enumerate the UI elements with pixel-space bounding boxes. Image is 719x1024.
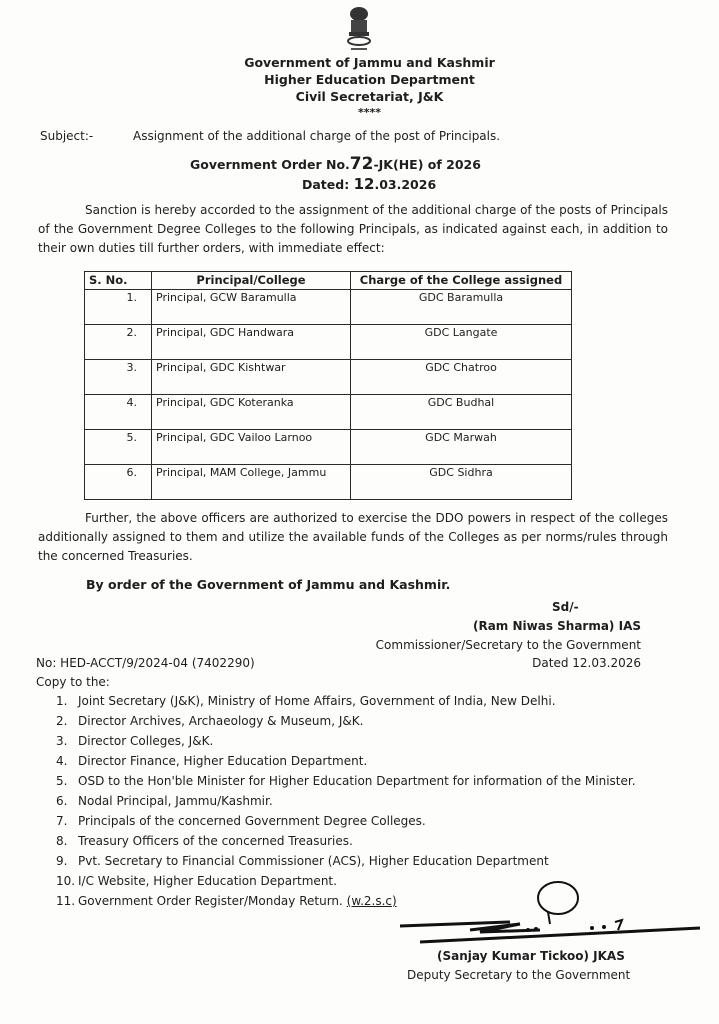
cell-sno: 5. [85, 430, 152, 465]
list-text: Director Finance, Higher Education Department. [78, 754, 368, 768]
cell-principal: Principal, MAM College, Jammu [152, 465, 351, 500]
list-number: 7. [56, 814, 68, 828]
wsc-note: (w.2.s.c) [346, 894, 397, 908]
list-number: 1. [56, 694, 68, 708]
cell-sno: 4. [85, 395, 152, 430]
list-text: Joint Secretary (J&K), Ministry of Home Affairs, Government of India, New Delhi. [78, 694, 556, 708]
cell-principal: Principal, GDC Kishtwar [152, 360, 351, 395]
list-item [56, 851, 676, 871]
cell-charge: GDC Langate [351, 325, 572, 360]
cell-charge: GDC Marwah [351, 430, 572, 465]
header-charge: Charge of the College assigned [351, 272, 572, 290]
reference-number: No: HED-ACCT/9/2024-04 (7402290) [36, 656, 255, 670]
list-item [56, 711, 676, 731]
cell-sno: 6. [85, 465, 152, 500]
header-sno: S. No. [85, 272, 152, 290]
copy-to-label: Copy to the: [36, 675, 110, 689]
order-number [190, 154, 481, 174]
list-text: Principals of the concerned Government Degree Colleges. [78, 814, 426, 828]
list-number: 11. [56, 894, 76, 908]
list-item [56, 831, 676, 851]
header-principal: Principal/College [152, 272, 351, 290]
cell-charge: GDC Budhal [351, 395, 572, 430]
table-row [85, 430, 572, 465]
subject-label: Subject:- [40, 129, 94, 143]
header-separator: **** [357, 106, 381, 119]
list-item [56, 791, 676, 811]
cell-charge: GDC Chatroo [351, 360, 572, 395]
signatory-name: (Ram Niwas Sharma) IAS [472, 619, 641, 633]
dated-label: Dated: [302, 177, 350, 192]
cell-principal: Principal, GCW Baramulla [152, 290, 351, 325]
list-item [56, 771, 676, 791]
cell-principal: Principal, GDC Handwara [152, 325, 351, 360]
list-text: Director Archives, Archaeology & Museum, J&K. [78, 714, 364, 728]
subject-text: Assignment of the additional charge of the post of Principals. [133, 129, 501, 143]
sanction-paragraph: Sanction is hereby accorded to the assignment of the additional charge of the posts of Principals of the Government Degree Colleges to the following Principals, as indicated against each, in addition to their own duties till further orders, with immediate effect: [38, 203, 668, 255]
signature-icon [400, 880, 719, 960]
list-item [56, 731, 676, 751]
cell-charge: GDC Baramulla [351, 290, 572, 325]
list-item [56, 691, 676, 711]
by-order-line: By order of the Government of Jammu and Kashmir. [86, 577, 451, 592]
deputy-secretary-name: (Sanjay Kumar Tickoo) JKAS [437, 949, 625, 963]
cell-sno: 3. [85, 360, 152, 395]
table-row [85, 360, 572, 395]
list-number: 4. [56, 754, 68, 768]
deputy-secretary-designation: Deputy Secretary to the Government [407, 968, 631, 982]
order-prefix: Government Order No. [190, 157, 350, 172]
header-government: Government of Jammu and Kashmir [244, 55, 495, 70]
table-row [85, 395, 572, 430]
list-text: I/C Website, Higher Education Department. [78, 874, 337, 888]
assignment-table [84, 271, 572, 500]
list-text: Pvt. Secretary to Financial Commissioner (ACS), Higher Education Department [78, 854, 549, 868]
ddo-powers-paragraph: Further, the above officers are authorized to exercise the DDO powers in respect of the colleges additionally assigned to them and utilize the available funds of the Colleges as per norms/rules through the concerned Treasuries. [38, 511, 668, 563]
cell-principal: Principal, GDC Vailoo Larnoo [152, 430, 351, 465]
list-number: 3. [56, 734, 68, 748]
table-row [85, 325, 572, 360]
list-text: Nodal Principal, Jammu/Kashmir. [78, 794, 273, 808]
table-header-row [85, 272, 572, 290]
dated-day-handwritten: 12 [353, 175, 375, 193]
list-text: OSD to the Hon'ble Minister for Higher Education Department for information of the Minister. [78, 774, 636, 788]
dated-rest: .03.2026 [374, 177, 437, 192]
header-secretariat: Civil Secretariat, J&K [295, 89, 444, 104]
cell-charge: GDC Sidhra [351, 465, 572, 500]
list-text: Director Colleges, J&K. [78, 734, 214, 748]
list-number: 5. [56, 774, 68, 788]
order-number-handwritten: 72 [349, 154, 374, 174]
order-suffix: -JK(HE) of 2026 [373, 157, 481, 172]
list-text: Treasury Officers of the concerned Treasuries. [78, 834, 353, 848]
copy-list [56, 691, 676, 911]
reference-date: Dated 12.03.2026 [532, 656, 641, 670]
list-number: 6. [56, 794, 68, 808]
state-emblem-icon [341, 4, 377, 54]
list-number: 8. [56, 834, 68, 848]
table-row [85, 290, 572, 325]
cell-sno: 1. [85, 290, 152, 325]
list-item [56, 751, 676, 771]
cell-principal: Principal, GDC Koteranka [152, 395, 351, 430]
list-number: 10. [56, 874, 76, 888]
signed-mark: Sd/- [552, 600, 579, 614]
list-number: 2. [56, 714, 68, 728]
list-text-main: Government Order Register/Monday Return. [78, 894, 343, 908]
list-number: 9. [56, 854, 68, 868]
table-row [85, 465, 572, 500]
cell-sno: 2. [85, 325, 152, 360]
list-item [56, 811, 676, 831]
signatory-designation: Commissioner/Secretary to the Government [375, 638, 641, 652]
header-department: Higher Education Department [264, 72, 475, 87]
order-date [302, 175, 436, 193]
